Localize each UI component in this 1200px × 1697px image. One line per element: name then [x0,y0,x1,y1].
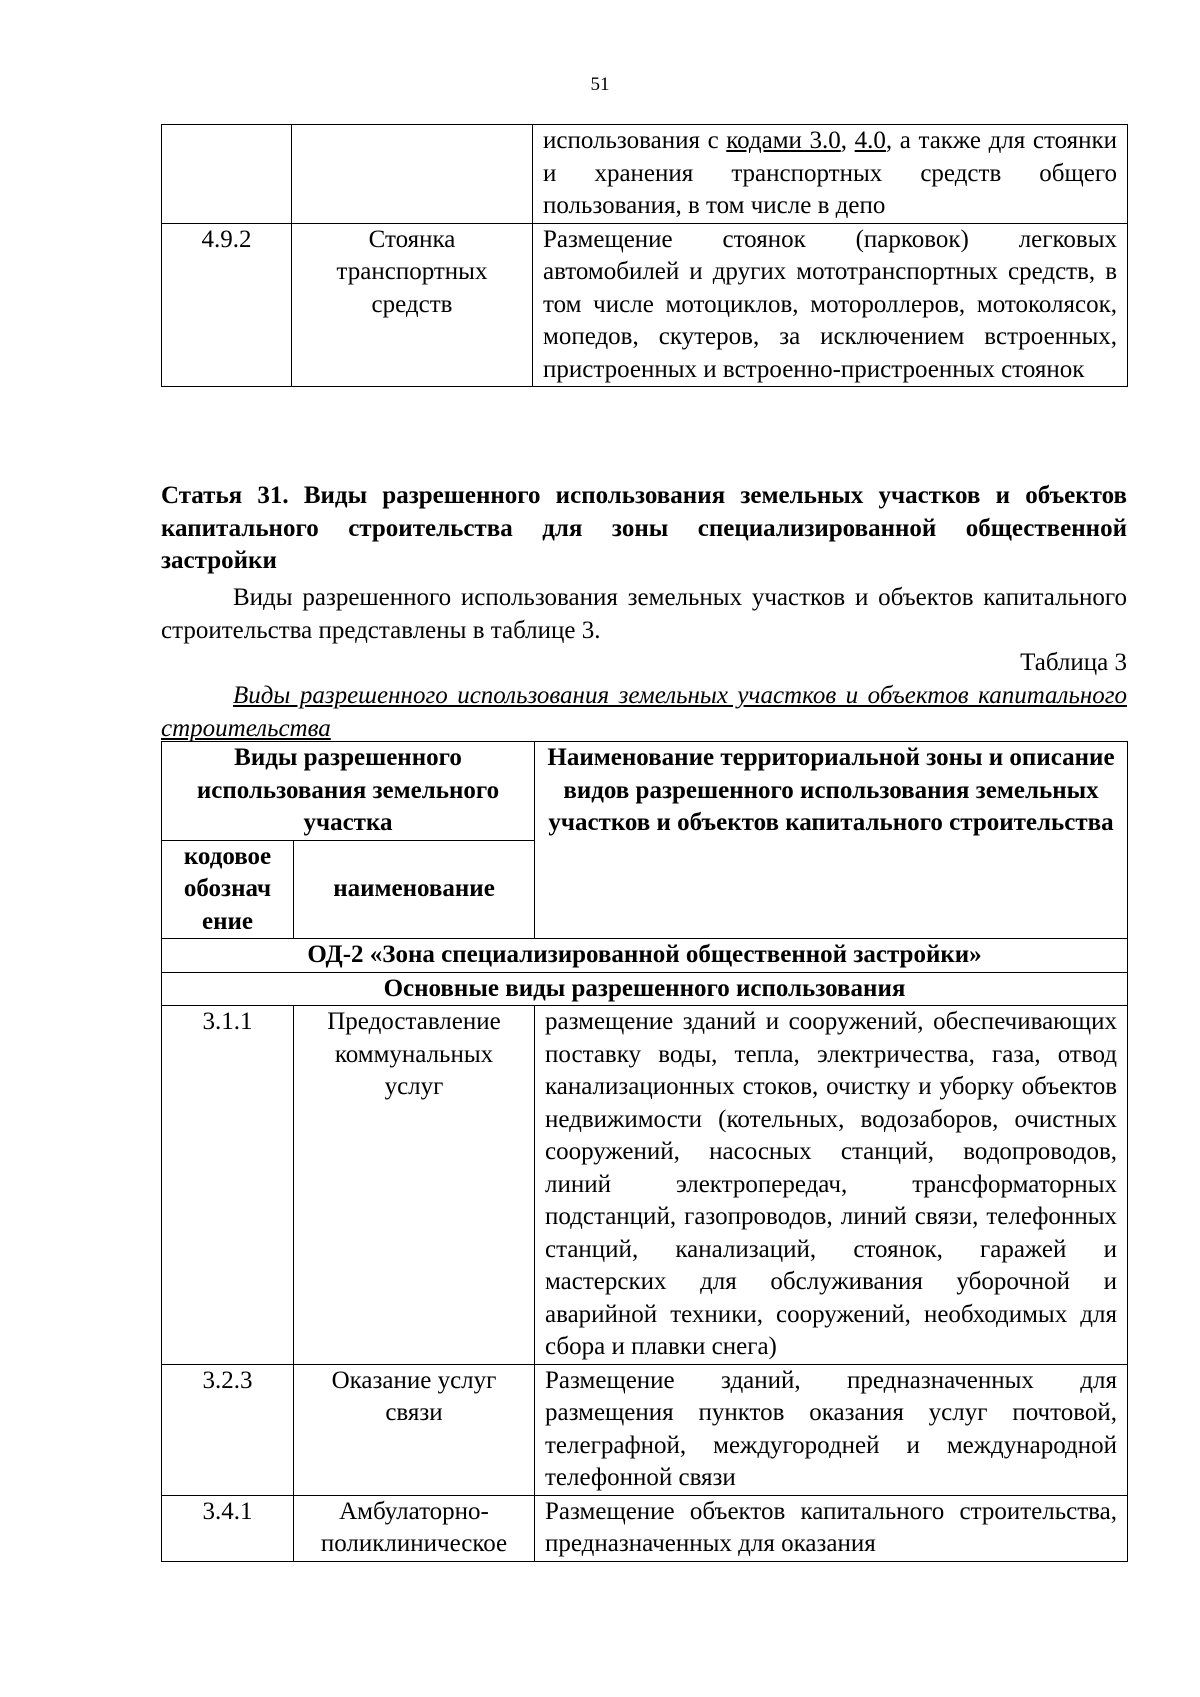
code-cell: 3.4.1 [162,1495,294,1561]
table-row [162,223,1128,387]
header-code: кодовое обознач ение [162,840,294,939]
header-description: Наименование территориальной зоны и описание видов разрешенного использования земельных участков и объектов капитального строительства [535,742,1128,939]
name-cell: Стоянка транспортных средств [292,223,533,387]
code-cell [162,125,292,224]
code-cell: 3.2.3 [162,1364,294,1495]
name-cell: Амбулаторно-поликлиническое [294,1495,535,1561]
name-cell: Оказание услуг связи [294,1364,535,1495]
article-heading: Статья 31. Виды разрешенного использования земельных участков и объектов капитального строительства для зоны специализированной общественной застройки [161,482,1127,574]
section-row [162,972,1128,1006]
header-name: наименование [294,840,535,939]
table-caption: Виды разрешенного использования земельных участков и объектов капитального строительства [161,682,1127,742]
description-cell: размещение зданий и сооружений, обеспечивающих поставку воды, тепла, электричества, газа, отвод канализационных стоков, очистку и уборку объектов недвижимости (котельных, водозаборов, очистных сооружений, насосных станций, водопроводов, линий электропередач, трансформаторных подстанций, газопроводов, линий связи, телефонных станций, канализаций, стоянок, гаражей и мастерских для обслуживания уборочной и аварийной техники, сооружений, необходимых для сбора и плавки снега) [535,1006,1128,1365]
table-row [162,125,1128,224]
description-cell: Размещение объектов капитального строительства, предназначенных для оказания [535,1495,1128,1561]
page-number: 51 [590,74,610,95]
name-cell: Предоставление коммунальных услуг [294,1006,535,1365]
code-link[interactable]: кодами 3.0 [726,127,841,154]
code-link[interactable]: 4.0 [854,127,886,154]
header-group: Виды разрешенного использования земельного участка [162,742,535,841]
code-cell: 4.9.2 [162,223,292,387]
land-use-table [161,741,1128,1562]
header-row [162,742,1128,841]
zone-title: ОД-2 «Зона специализированной общественной застройки» [162,939,1128,973]
continued-table [161,124,1128,387]
section-title: Основные виды разрешенного использования [162,972,1128,1006]
article-paragraph: Виды разрешенного использования земельных участков и объектов капитального строительства представлены в таблице 3. [161,584,1127,644]
table-row [162,1495,1128,1561]
table-row [162,1006,1128,1365]
zone-row [162,939,1128,973]
description-cell: использования с кодами 3.0, 4.0, а также для стоянки и хранения транспортных средств общего пользования, в том числе в депо [533,125,1128,224]
code-cell: 3.1.1 [162,1006,294,1365]
description-cell: Размещение зданий, предназначенных для размещения пунктов оказания услуг почтовой, телеграфной, междугородней и международной телефонной связи [535,1364,1128,1495]
table-label: Таблица 3 [1020,649,1127,676]
table-row [162,1364,1128,1495]
description-cell: Размещение стоянок (парковок) легковых автомобилей и других мототранспортных средств, в том числе мотоциклов, мотороллеров, мотоколясок, мопедов, скутеров, за исключением встроенных, пристроенных и встроенно-пристроенных стоянок [533,223,1128,387]
name-cell [292,125,533,224]
